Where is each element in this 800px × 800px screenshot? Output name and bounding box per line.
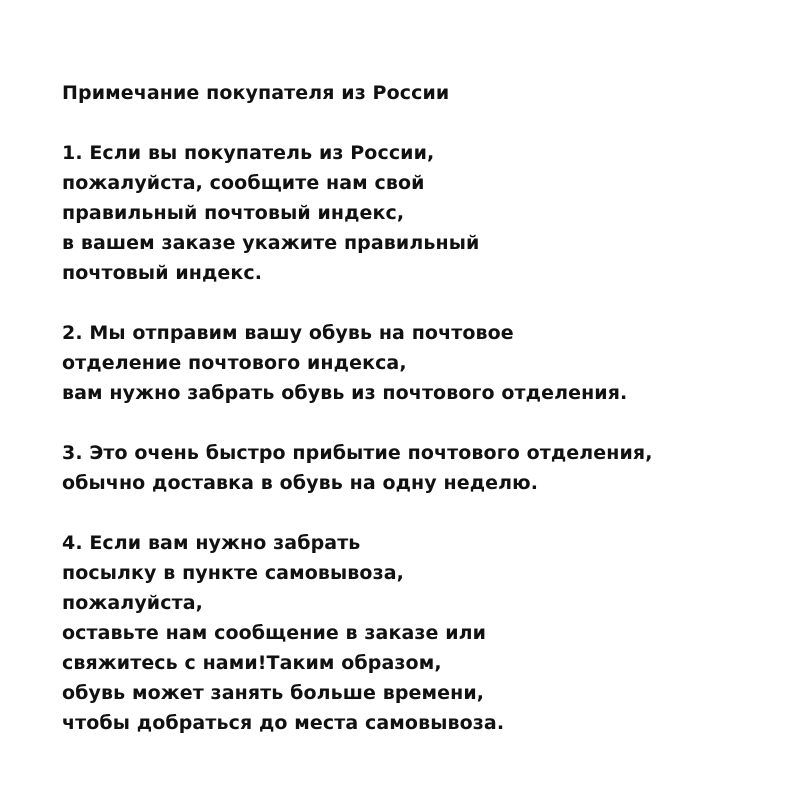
note-line: обувь может занять больше времени, — [62, 682, 485, 704]
note-item-1 — [62, 138, 782, 288]
note-line: свяжитесь с нами!Таким образом, — [62, 652, 442, 674]
note-line: в вашем заказе укажите правильный — [62, 232, 480, 254]
note-title: Примечание покупателя из России — [62, 82, 450, 104]
note-line: обычно доставка в обувь на одну неделю. — [62, 472, 539, 494]
note-line: посылку в пункте самовывоза, — [62, 562, 404, 584]
note-line: 4. Если вам нужно забрать — [62, 532, 361, 554]
note-line: пожалуйста, сообщите нам свой — [62, 172, 425, 194]
note-line: почтовый индекс. — [62, 262, 263, 284]
buyer-note — [62, 78, 782, 738]
note-line: отделение почтового индекса, — [62, 352, 407, 374]
note-line: чтобы добраться до места самовывоза. — [62, 712, 505, 734]
note-line: оставьте нам сообщение в заказе или — [62, 622, 487, 644]
note-item-3 — [62, 438, 782, 498]
note-item-4 — [62, 528, 782, 738]
note-item-2 — [62, 318, 782, 408]
note-line: вам нужно забрать обувь из почтового отделения. — [62, 382, 628, 404]
note-line: 1. Если вы покупатель из России, — [62, 142, 435, 164]
note-line: 2. Мы отправим вашу обувь на почтовое — [62, 322, 514, 344]
note-line: пожалуйста, — [62, 592, 203, 614]
note-line: правильный почтовый индекс, — [62, 202, 405, 224]
note-line: 3. Это очень быстро прибытие почтового отделения, — [62, 442, 653, 464]
